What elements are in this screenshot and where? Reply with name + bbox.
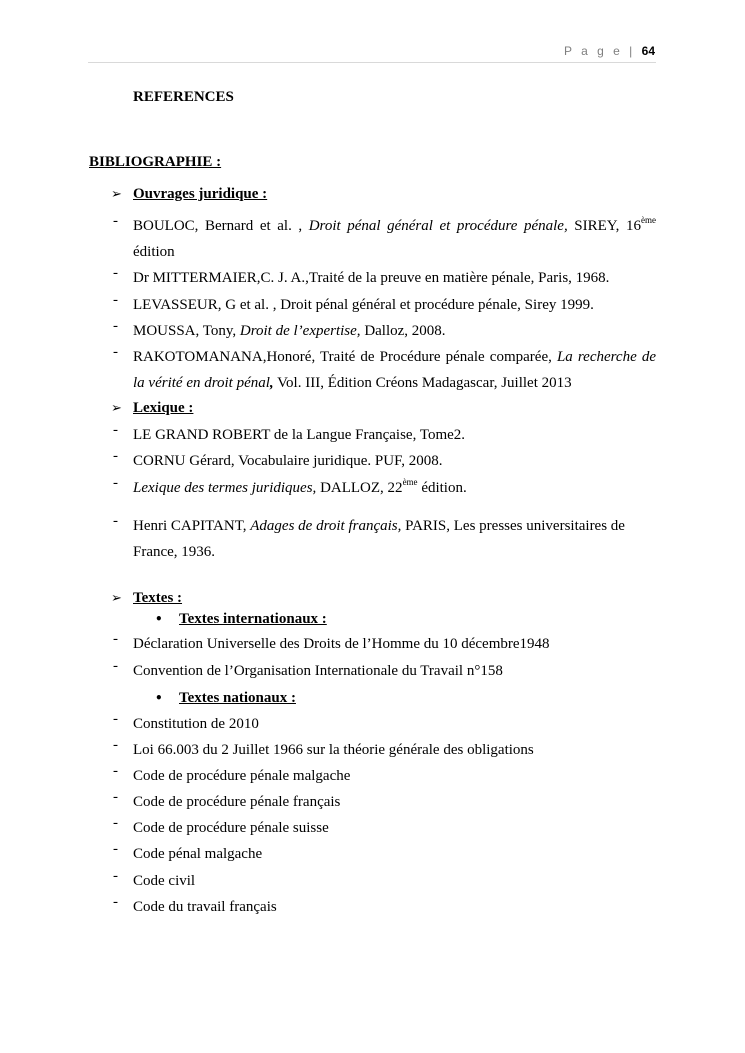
dash-bullet: - [113, 868, 118, 884]
list-item: - Déclaration Universelle des Droits de l’Homme du 10 décembre1948 [113, 631, 550, 652]
bullet-icon: • [155, 691, 163, 705]
subsection-label: Textes internationaux : [179, 611, 327, 627]
list-item: - Constitution de 2010 [113, 711, 259, 732]
list-item: - Dr MITTERMAIER,C. J. A.,Traité de la preuve en matière pénale, Paris, 1968. [113, 265, 610, 286]
dash-bullet: - [113, 763, 118, 779]
subsection-textes-internationaux [155, 611, 327, 628]
dash-bullet: - [113, 789, 118, 805]
dash-bullet: - [113, 292, 118, 308]
dash-bullet: - [113, 815, 118, 831]
dash-bullet: - [113, 711, 118, 727]
dash-bullet: - [113, 475, 118, 491]
dash-bullet: - [113, 344, 118, 360]
page-header [564, 44, 655, 58]
dash-bullet: - [113, 894, 118, 910]
list-item: - Henri CAPITANT, Adages de droit français, PARIS, Les presses universitaires de France, 1936. [113, 513, 625, 560]
list-item: - MOUSSA, Tony, Droit de l’expertise, Dalloz, 2008. [113, 318, 446, 339]
list-item: - LE GRAND ROBERT de la Langue Française, Tome2. [113, 422, 466, 443]
dash-bullet: - [113, 841, 118, 857]
dash-bullet: - [113, 318, 118, 334]
dash-bullet: - [113, 213, 118, 229]
dash-bullet: - [113, 737, 118, 753]
subsection-label: Textes nationaux : [179, 690, 296, 706]
subsection-textes-nationaux [155, 690, 296, 707]
list-item: - Code du travail français [113, 894, 277, 915]
arrow-bullet-icon: ➢ [111, 401, 122, 416]
list-item: - Lexique des termes juridiques, DALLOZ, 22ème édition. [113, 475, 467, 496]
section-textes [111, 590, 182, 607]
list-item: - Code civil [113, 868, 196, 889]
page-number: 64 [641, 44, 655, 58]
list-item: - RAKOTOMANANA,Honoré, Traité de Procédure pénale comparée, La recherche de la vérité en droit pénal, Vol. III, Édition Créons Madagascar, Juillet 2013 [113, 344, 656, 391]
list-item: - BOULOC, Bernard et al. , Droit pénal général et procédure pénale, SIREY, 16ème édition [113, 213, 657, 260]
section-ouvrages [111, 186, 267, 203]
list-item: - Loi 66.003 du 2 Juillet 1966 sur la théorie générale des obligations [113, 737, 534, 758]
list-item: - Code pénal malgache [113, 841, 263, 862]
arrow-bullet-icon: ➢ [111, 187, 122, 202]
section-lexique [111, 400, 193, 417]
page-separator: | [629, 44, 636, 58]
bibliographie-heading: BIBLIOGRAPHIE : [89, 154, 222, 170]
list-item: - Code de procédure pénale suisse [113, 815, 329, 836]
dash-bullet: - [113, 631, 118, 647]
arrow-bullet-icon: ➢ [111, 591, 122, 606]
bullet-icon: • [155, 612, 163, 626]
dash-bullet: - [113, 448, 118, 464]
section-label: Ouvrages juridique : [133, 186, 268, 202]
list-item: - LEVASSEUR, G et al. , Droit pénal général et procédure pénale, Sirey 1999. [113, 292, 594, 313]
header-rule [88, 62, 656, 63]
list-item: - Convention de l’Organisation Internationale du Travail n°158 [113, 658, 503, 679]
list-item: - Code de procédure pénale français [113, 789, 341, 810]
section-label: Textes : [133, 590, 183, 606]
dash-bullet: - [113, 658, 118, 674]
dash-bullet: - [113, 513, 118, 529]
page-word: P a g e [564, 44, 623, 58]
dash-bullet: - [113, 422, 118, 438]
list-item: - CORNU Gérard, Vocabulaire juridique. PUF, 2008. [113, 448, 443, 469]
references-title: REFERENCES [133, 89, 234, 105]
dash-bullet: - [113, 265, 118, 281]
section-label: Lexique : [133, 400, 194, 416]
list-item: - Code de procédure pénale malgache [113, 763, 351, 784]
